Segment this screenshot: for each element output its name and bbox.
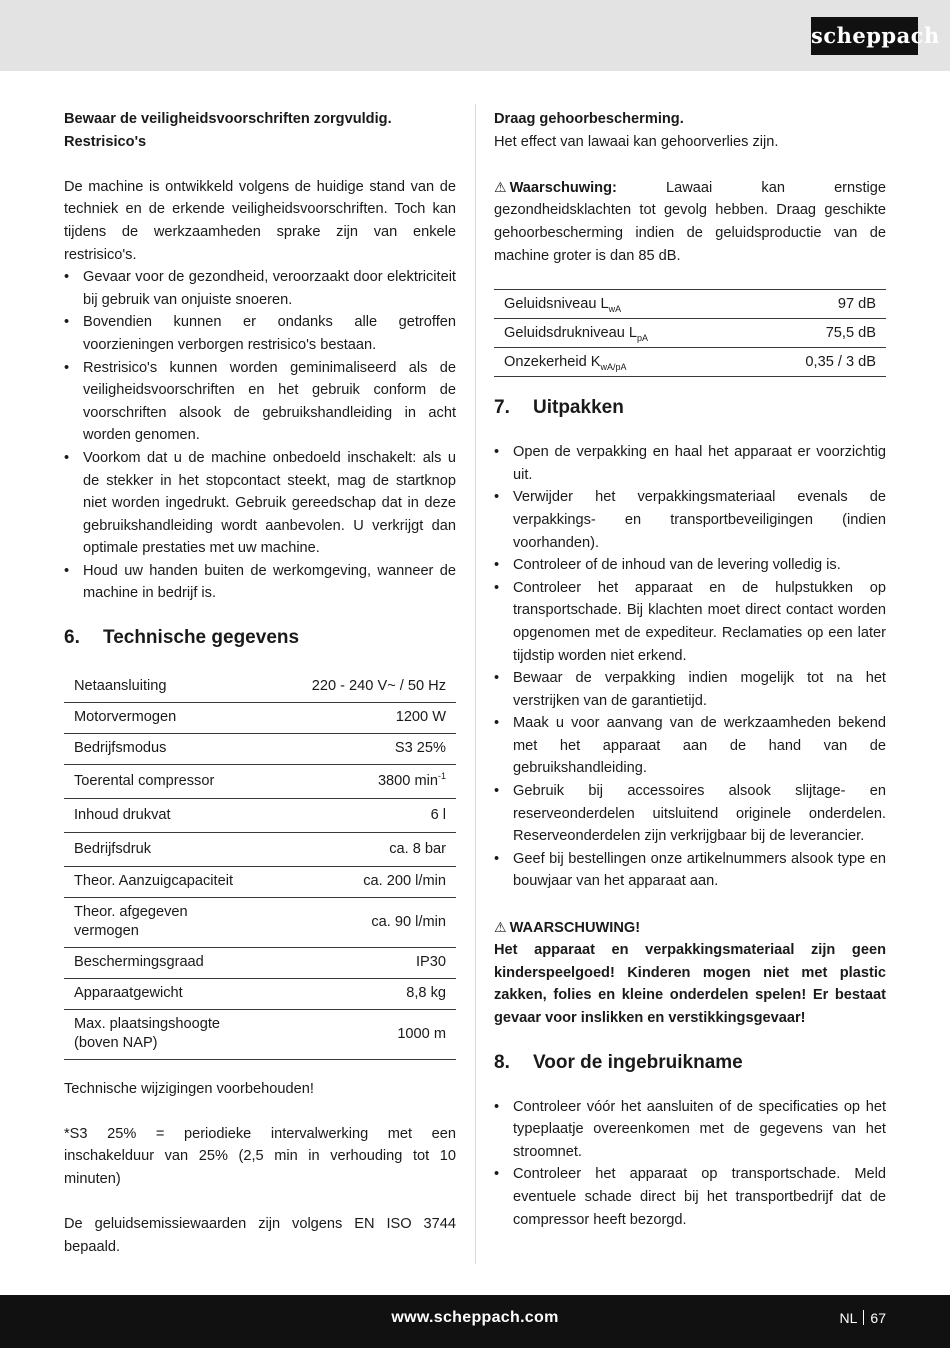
noise-standard-note: De geluidsemissiewaarden zijn volgens EN ISO 3744 bepaald.	[64, 1216, 456, 1255]
spec-value: 6 l	[302, 798, 456, 832]
technical-changes-note: Technische wijzigingen voorbehouden!	[64, 1080, 314, 1097]
table-row	[494, 319, 886, 348]
warning-text: Lawaai kan ernstige gezondheidsklachten tot gevolg hebben. Draag geschikte gehoorbescherming indien de geluidsproductie van de machine groter is dan 85 dB.	[494, 179, 886, 264]
noise-values-table	[494, 289, 886, 377]
warning-label: WAARSCHUWING!	[509, 919, 641, 936]
spec-value: 1000 m	[302, 1009, 456, 1059]
table-row	[64, 798, 456, 832]
table-row	[494, 348, 886, 377]
warning-label: Waarschuwing:	[509, 179, 617, 196]
column-divider	[475, 104, 476, 1264]
spec-label: Apparaatgewicht	[64, 978, 302, 1009]
table-row	[64, 733, 456, 764]
s3-footnote: *S3 25% = periodieke intervalwerking met een inschakelduur van 25% (2,5 min in verhouding tot 10 minuten)	[64, 1125, 456, 1187]
section-8-heading	[494, 1050, 886, 1076]
list-item: • Bovendien kunnen er ondanks alle getroffen voorzieningen verborgen restrisico's bestaan.	[64, 311, 456, 356]
spec-value	[302, 764, 456, 798]
spec-value: 8,8 kg	[302, 978, 456, 1009]
noise-label	[494, 348, 747, 377]
brand-logo: scheppach	[811, 17, 918, 55]
warning-triangle-icon: ⚠	[494, 918, 507, 935]
language-code: NL	[839, 1310, 858, 1326]
table-row	[64, 866, 456, 897]
children-warning-text: Het apparaat en verpakkingsmateriaal zijn geen kinderspeelgoed! Kinderen mogen niet met plastic zakken, folies en kleine onderdelen spelen! Er bestaat gevaar voor inslikken en verstikkingsgevaar!	[494, 942, 886, 1026]
header-bar	[0, 0, 950, 71]
section-title: Voor de ingebruikname	[533, 1051, 743, 1073]
spec-label: Max. plaatsingshoogte (boven NAP)	[64, 1009, 302, 1059]
table-row	[64, 764, 456, 798]
list-item: • Open de verpakking en haal het apparaat er voorzichtig uit.	[494, 441, 886, 486]
spec-label: Bedrijfsdruk	[64, 832, 302, 866]
page-number: 67	[870, 1310, 886, 1326]
list-item: • Bewaar de verpakking indien mogelijk tot na het verstrijken van de garantietijd.	[494, 667, 886, 712]
hearing-protection-text: Het effect van lawaai kan gehoorverlies zijn.	[494, 133, 779, 150]
spec-label: Netaansluiting	[64, 671, 302, 702]
list-item: • Restrisico's kunnen worden geminimaliseerd als de veiligheidsvoorschriften en het gebruik conform de voorschriften alsook de gebruikshandleiding in acht worden genomen.	[64, 357, 456, 447]
table-row	[64, 671, 456, 702]
section-6-heading	[64, 625, 456, 651]
unpacking-list	[494, 441, 886, 893]
residual-risk-heading: Restrisico's	[64, 133, 147, 150]
spec-value: ca. 200 l/min	[302, 866, 456, 897]
noise-label-text: Geluidsdrukniveau L	[504, 324, 638, 341]
section-number: 6.	[64, 627, 80, 649]
spec-value: S3 25%	[302, 733, 456, 764]
separator	[863, 1310, 864, 1325]
table-row	[64, 947, 456, 978]
list-item: • Controleer het apparaat en de hulpstukken op transportschade. Bij klachten moet direct contact worden opgenomen met de expediteur. Reclamaties op een later tijdstip worden niet erkend.	[494, 577, 886, 667]
footer-bar	[0, 1295, 950, 1348]
section-7-heading	[494, 395, 886, 421]
noise-value: 0,35 / 3 dB	[747, 348, 886, 377]
spec-label: Beschermingsgraad	[64, 947, 302, 978]
spec-value: 1200 W	[302, 702, 456, 733]
spec-value: ca. 8 bar	[302, 832, 456, 866]
table-row	[64, 978, 456, 1009]
hearing-protection-heading: Draag gehoorbescherming.	[494, 111, 684, 127]
list-item: • Geef bij bestellingen onze artikelnummers alsook type en bouwjaar van het apparaat aan.	[494, 848, 886, 893]
technical-data-table	[64, 671, 456, 1060]
safety-heading: Bewaar de veiligheidsvoorschriften zorgvuldig.	[64, 111, 392, 127]
spec-value: IP30	[302, 947, 456, 978]
spec-label: Theor. Aanzuigcapaciteit	[64, 866, 302, 897]
noise-label	[494, 290, 747, 319]
page-indicator	[840, 1310, 886, 1326]
spec-value: ca. 90 l/min	[302, 897, 456, 947]
left-column	[64, 108, 456, 1258]
section-title: Uitpakken	[533, 397, 624, 419]
startup-list	[494, 1096, 886, 1232]
list-item: • Controleer vóór het aansluiten of de specificaties op het typeplaatje overeenkomen met de gegevens van het stroomnet.	[494, 1096, 886, 1164]
list-item: • Verwijder het verpakkingsmateriaal evenals de verpakkings- en transportbeveiligingen (indien voorhanden).	[494, 486, 886, 554]
list-item: • Gebruik bij accessoires alsook slijtage- en reserveonderdelen uitsluitend originele onderdelen. Reserveonderdelen zijn verkrijgbaar bij de leverancier.	[494, 780, 886, 848]
spec-label: Toerental compressor	[64, 764, 302, 798]
noise-label-text: Geluidsniveau L	[504, 295, 609, 312]
spec-label: Inhoud drukvat	[64, 798, 302, 832]
table-row	[64, 1009, 456, 1059]
warning-triangle-icon: ⚠	[494, 178, 507, 195]
spec-label: Motorvermogen	[64, 702, 302, 733]
table-row	[64, 702, 456, 733]
list-item: • Controleer het apparaat op transportschade. Meld eventuele schade direct bij het transportbedrijf dat de compressor heeft bezorgd.	[494, 1163, 886, 1231]
spec-label: Bedrijfsmodus	[64, 733, 302, 764]
table-row	[64, 832, 456, 866]
section-number: 8.	[494, 1051, 510, 1073]
right-column	[494, 108, 886, 1231]
website-link[interactable]: www.scheppach.com	[391, 1309, 559, 1326]
list-item: • Controleer of de inhoud van de levering volledig is.	[494, 554, 886, 577]
noise-label-subscript: wA/pA	[600, 361, 627, 372]
section-title: Technische gegevens	[103, 627, 300, 649]
spec-value-text: 3800 min	[377, 772, 438, 789]
list-item: • Maak u voor aanvang van de werkzaamheden bekend met het apparaat aan de hand van de gebruikshandleiding.	[494, 712, 886, 780]
noise-label	[494, 319, 747, 348]
spec-value-exponent: -1	[437, 770, 446, 781]
residual-risk-paragraph: De machine is ontwikkeld volgens de huidige stand van de techniek en de erkende veiligheidsvoorschriften. Toch kan tijdens de werkzaamheden sprake zijn van enkele restrisico's.	[64, 178, 456, 263]
noise-warning	[494, 176, 886, 267]
table-row	[64, 897, 456, 947]
noise-value: 75,5 dB	[747, 319, 886, 348]
noise-label-text: Onzekerheid K	[504, 353, 601, 370]
spec-value: 220 - 240 V~ / 50 Hz	[302, 671, 456, 702]
list-item: • Voorkom dat u de machine onbedoeld inschakelt: als u de stekker in het stopcontact steekt, mag de startknop niet worden ingedrukt. Gebruik gereedschap dat in deze gebruikshandleiding wordt aanbevolen. U verkrijgt dan optimale prestaties met uw machine.	[64, 447, 456, 560]
section-number: 7.	[494, 397, 510, 419]
noise-value: 97 dB	[747, 290, 886, 319]
children-warning-label	[494, 916, 886, 940]
list-item: • Gevaar voor de gezondheid, veroorzaakt door elektriciteit bij gebruik van onjuiste snoeren.	[64, 266, 456, 311]
list-item: • Houd uw handen buiten de werkomgeving, wanneer de machine in bedrijf is.	[64, 560, 456, 605]
noise-label-subscript: pA	[637, 332, 649, 343]
residual-risk-list	[64, 266, 456, 605]
table-row	[494, 290, 886, 319]
noise-label-subscript: wA	[608, 303, 622, 314]
spec-label: Theor. afgegeven vermogen	[64, 897, 302, 947]
